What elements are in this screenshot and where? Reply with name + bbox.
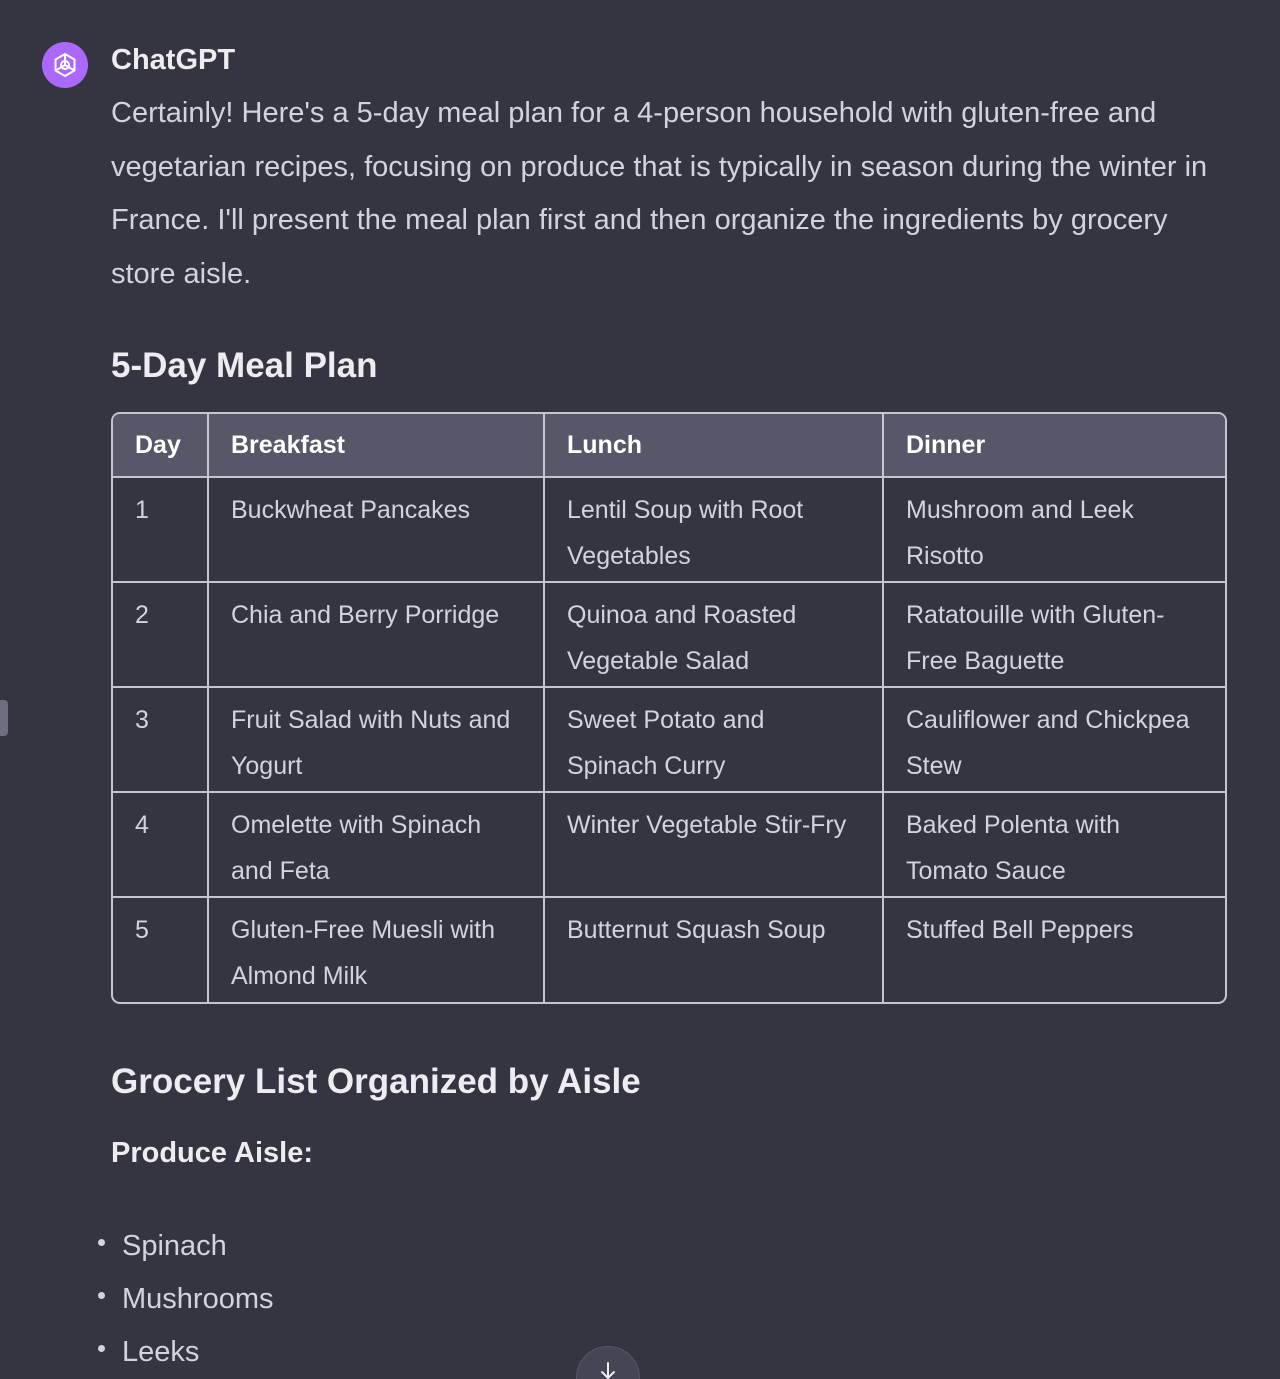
intro-paragraph: Certainly! Here's a 5-day meal plan for a 4-person household with gluten-free and vegetarian recipes, focusing on produce that is typically in season during the winter in France. I'll present the meal plan first and then organize the ingredients by grocery store aisle.: [111, 97, 1208, 290]
grocery-list-heading: Grocery List Organized by Aisle: [111, 1062, 641, 1101]
dinner-cell: Baked Polenta with Tomato Sauce: [883, 792, 1225, 897]
lunch-cell: Sweet Potato and Spinach Curry: [544, 687, 883, 792]
arrow-down-icon: [598, 1361, 618, 1379]
column-header-lunch: Lunch: [544, 414, 883, 477]
meal-plan-heading: 5-Day Meal Plan: [111, 346, 378, 385]
day-cell: 4: [113, 792, 208, 897]
list-item: Mushrooms: [96, 1273, 274, 1326]
list-item: Spinach: [96, 1220, 274, 1273]
column-header-dinner: Dinner: [883, 414, 1225, 477]
table-row: [113, 477, 1225, 582]
breakfast-cell: Buckwheat Pancakes: [208, 477, 544, 582]
table-row: [113, 897, 1225, 1002]
breakfast-cell: Chia and Berry Porridge: [208, 582, 544, 687]
column-header-breakfast: Breakfast: [208, 414, 544, 477]
table-header-row: [113, 414, 1225, 477]
produce-aisle-heading: Produce Aisle:: [111, 1137, 313, 1169]
table-row: [113, 582, 1225, 687]
dinner-cell: Mushroom and Leek Risotto: [883, 477, 1225, 582]
openai-logo-icon: [42, 42, 88, 88]
sender-name: ChatGPT: [111, 44, 236, 76]
day-cell: 3: [113, 687, 208, 792]
meal-plan-table: [111, 412, 1227, 1004]
day-cell: 2: [113, 582, 208, 687]
produce-list: [96, 1220, 274, 1379]
breakfast-cell: Fruit Salad with Nuts and Yogurt: [208, 687, 544, 792]
breakfast-cell: Omelette with Spinach and Feta: [208, 792, 544, 897]
lunch-cell: Butternut Squash Soup: [544, 897, 883, 1002]
lunch-cell: Lentil Soup with Root Vegetables: [544, 477, 883, 582]
dinner-cell: Cauliflower and Chickpea Stew: [883, 687, 1225, 792]
sidebar-toggle-handle[interactable]: [0, 700, 8, 736]
day-cell: 5: [113, 897, 208, 1002]
list-item: Leeks: [96, 1326, 274, 1379]
dinner-cell: Ratatouille with Gluten-Free Baguette: [883, 582, 1225, 687]
table-row: [113, 792, 1225, 897]
scroll-to-bottom-button[interactable]: [576, 1346, 640, 1379]
column-header-day: Day: [113, 414, 208, 477]
table-row: [113, 687, 1225, 792]
breakfast-cell: Gluten-Free Muesli with Almond Milk: [208, 897, 544, 1002]
lunch-cell: Quinoa and Roasted Vegetable Salad: [544, 582, 883, 687]
lunch-cell: Winter Vegetable Stir-Fry: [544, 792, 883, 897]
day-cell: 1: [113, 477, 208, 582]
dinner-cell: Stuffed Bell Peppers: [883, 897, 1225, 1002]
